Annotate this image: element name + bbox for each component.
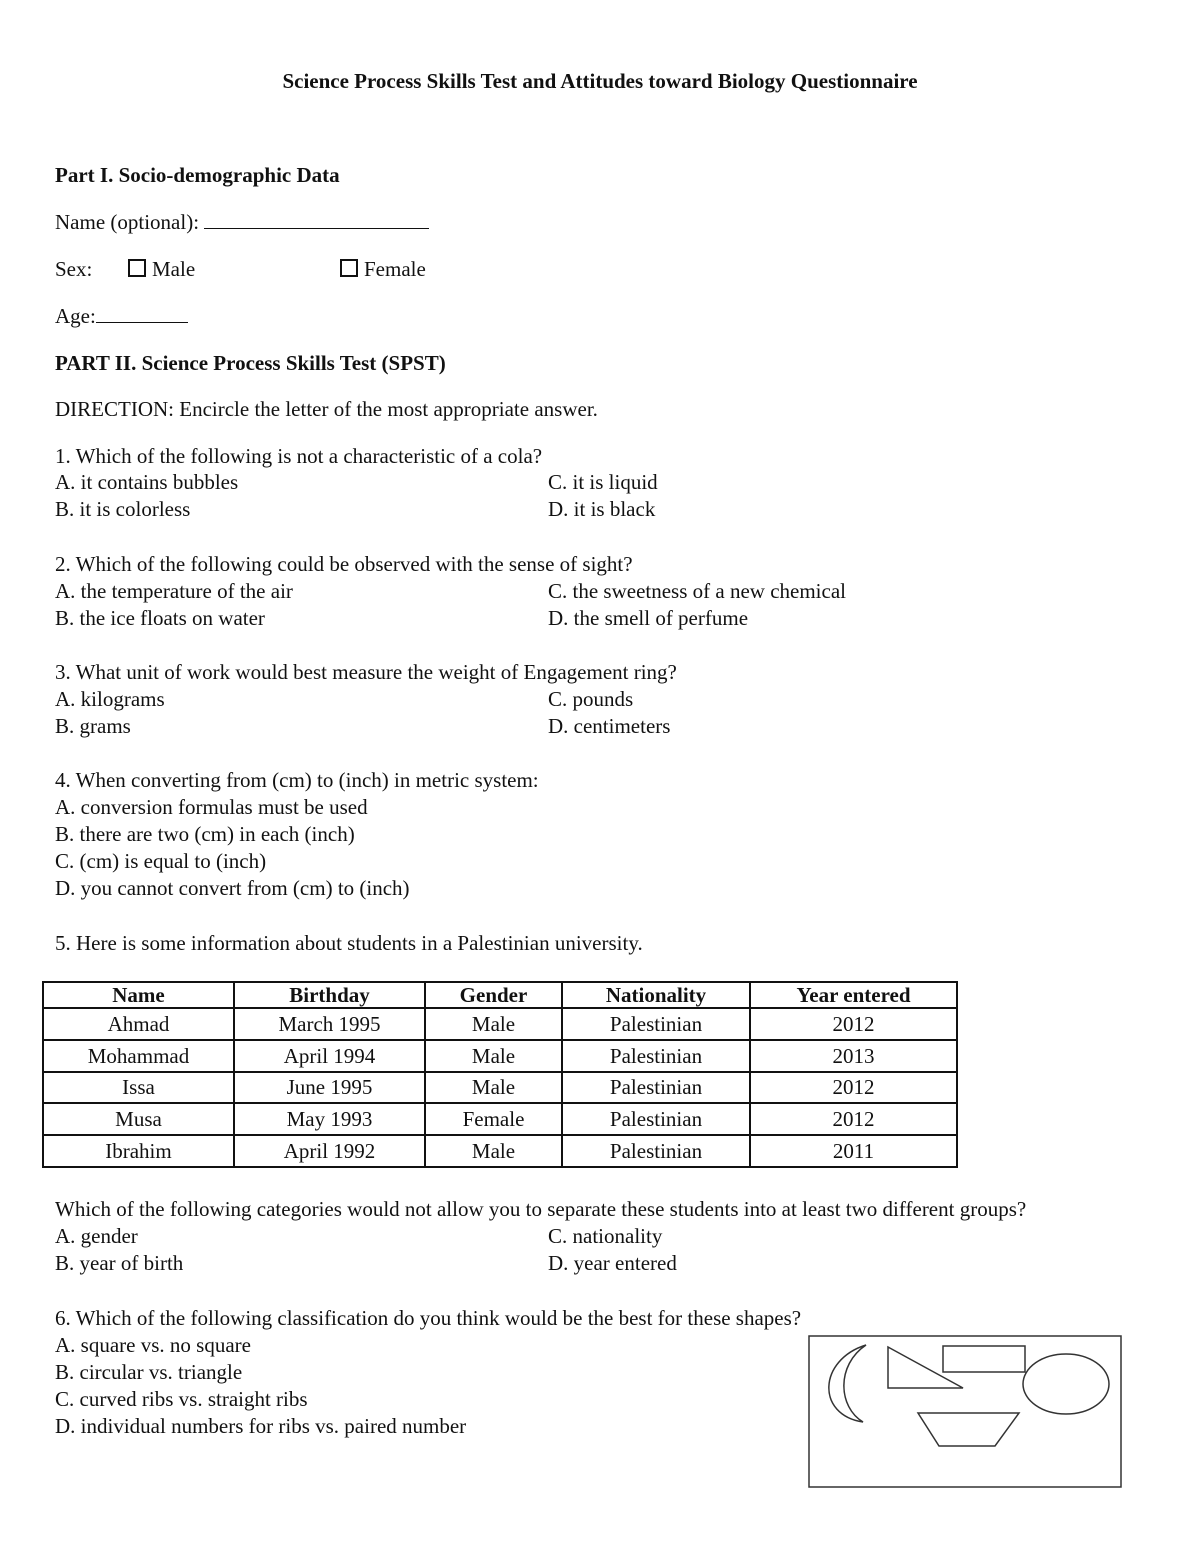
female-label: Female xyxy=(364,257,426,281)
q3-option-c[interactable]: C. pounds xyxy=(548,687,634,711)
table-row xyxy=(43,1135,957,1167)
q2-option-c[interactable]: C. the sweetness of a new chemical xyxy=(548,579,846,603)
table-cell: Male xyxy=(425,1072,562,1104)
table-cell: April 1994 xyxy=(234,1040,425,1072)
table-row xyxy=(43,1008,957,1040)
table-cell: 2011 xyxy=(750,1135,957,1167)
q6-text: 6. Which of the following classification do you think would be the best for these shapes? xyxy=(55,1306,802,1330)
table-cell: Musa xyxy=(43,1103,234,1135)
part2-heading: PART II. Science Process Skills Test (SPST) xyxy=(55,351,446,375)
female-checkbox[interactable] xyxy=(340,259,358,277)
table-cell: Mohammad xyxy=(43,1040,234,1072)
male-label: Male xyxy=(152,257,196,281)
table-row xyxy=(43,1040,957,1072)
crescent-shape xyxy=(829,1345,866,1422)
q5-option-c[interactable]: C. nationality xyxy=(548,1224,663,1248)
table-cell: May 1993 xyxy=(234,1103,425,1135)
document-title: Science Process Skills Test and Attitudes toward Biology Questionnaire xyxy=(282,69,918,93)
q6-option-b[interactable]: B. circular vs. triangle xyxy=(55,1360,243,1384)
age-row xyxy=(55,303,188,329)
table-row xyxy=(43,1072,957,1104)
ellipse-shape xyxy=(1023,1354,1109,1414)
female-option[interactable] xyxy=(340,256,426,282)
table-cell: 2013 xyxy=(750,1040,957,1072)
q3-option-d[interactable]: D. centimeters xyxy=(548,714,671,738)
age-label: Age: xyxy=(55,304,96,328)
table-cell: Female xyxy=(425,1103,562,1135)
q5-option-b[interactable]: B. year of birth xyxy=(55,1251,184,1275)
table-cell: Palestinian xyxy=(562,1072,750,1104)
q4-option-d[interactable]: D. you cannot convert from (cm) to (inch) xyxy=(55,876,410,900)
table-cell: Palestinian xyxy=(562,1135,750,1167)
table-cell: Palestinian xyxy=(562,1008,750,1040)
table-cell: Ahmad xyxy=(43,1008,234,1040)
trapezoid-shape xyxy=(918,1413,1019,1446)
table-header: Gender xyxy=(425,982,562,1008)
age-blank[interactable] xyxy=(96,304,188,323)
q3-option-b[interactable]: B. grams xyxy=(55,714,131,738)
name-blank[interactable] xyxy=(204,210,429,229)
students-table xyxy=(42,981,958,1168)
q4-option-a[interactable]: A. conversion formulas must be used xyxy=(55,795,368,819)
table-cell: Male xyxy=(425,1008,562,1040)
male-option[interactable] xyxy=(128,256,195,282)
q2-option-b[interactable]: B. the ice floats on water xyxy=(55,606,265,630)
table-cell: Male xyxy=(425,1040,562,1072)
table-cell: Ibrahim xyxy=(43,1135,234,1167)
q6-option-c[interactable]: C. curved ribs vs. straight ribs xyxy=(55,1387,308,1411)
q4-option-c[interactable]: C. (cm) is equal to (inch) xyxy=(55,849,267,873)
table-cell: Male xyxy=(425,1135,562,1167)
sex-label: Sex: xyxy=(55,257,93,281)
table-cell: April 1992 xyxy=(234,1135,425,1167)
q5-text: 5. Here is some information about students in a Palestinian university. xyxy=(55,931,643,955)
table-cell: Issa xyxy=(43,1072,234,1104)
male-checkbox[interactable] xyxy=(128,259,146,277)
q2-option-d[interactable]: D. the smell of perfume xyxy=(548,606,749,630)
table-cell: Palestinian xyxy=(562,1103,750,1135)
table-row xyxy=(43,1103,957,1135)
table-header: Name xyxy=(43,982,234,1008)
q2-option-a[interactable]: A. the temperature of the air xyxy=(55,579,293,603)
name-row xyxy=(55,209,429,235)
table-header: Nationality xyxy=(562,982,750,1008)
q6-option-d[interactable]: D. individual numbers for ribs vs. paired number xyxy=(55,1414,467,1438)
table-header: Birthday xyxy=(234,982,425,1008)
table-cell: June 1995 xyxy=(234,1072,425,1104)
q1-option-d[interactable]: D. it is black xyxy=(548,497,656,521)
q1-option-c[interactable]: C. it is liquid xyxy=(548,470,658,494)
shapes-figure xyxy=(808,1335,1122,1488)
table-cell: 2012 xyxy=(750,1103,957,1135)
q6-option-a[interactable]: A. square vs. no square xyxy=(55,1333,251,1357)
table-cell: 2012 xyxy=(750,1072,957,1104)
q2-text: 2. Which of the following could be observed with the sense of sight? xyxy=(55,552,633,576)
q5-question: Which of the following categories would not allow you to separate these students into at least two different groups? xyxy=(55,1197,1027,1221)
table-header: Year entered xyxy=(750,982,957,1008)
q3-text: 3. What unit of work would best measure the weight of Engagement ring? xyxy=(55,660,677,684)
table-header-row xyxy=(43,982,957,1008)
q3-option-a[interactable]: A. kilograms xyxy=(55,687,165,711)
q1-option-b[interactable]: B. it is colorless xyxy=(55,497,191,521)
q1-option-a[interactable]: A. it contains bubbles xyxy=(55,470,239,494)
name-label: Name (optional): xyxy=(55,210,200,234)
q4-text: 4. When converting from (cm) to (inch) in metric system: xyxy=(55,768,539,792)
rectangle-shape xyxy=(943,1346,1025,1372)
part1-heading: Part I. Socio-demographic Data xyxy=(55,163,340,187)
table-cell: Palestinian xyxy=(562,1040,750,1072)
q4-option-b[interactable]: B. there are two (cm) in each (inch) xyxy=(55,822,355,846)
q1-text: 1. Which of the following is not a characteristic of a cola? xyxy=(55,444,543,468)
q5-option-a[interactable]: A. gender xyxy=(55,1224,138,1248)
table-cell: March 1995 xyxy=(234,1008,425,1040)
shapes-frame xyxy=(809,1336,1121,1487)
q5-option-d[interactable]: D. year entered xyxy=(548,1251,677,1275)
triangle-shape xyxy=(888,1347,963,1388)
direction-text: DIRECTION: Encircle the letter of the most appropriate answer. xyxy=(55,397,598,421)
table-cell: 2012 xyxy=(750,1008,957,1040)
